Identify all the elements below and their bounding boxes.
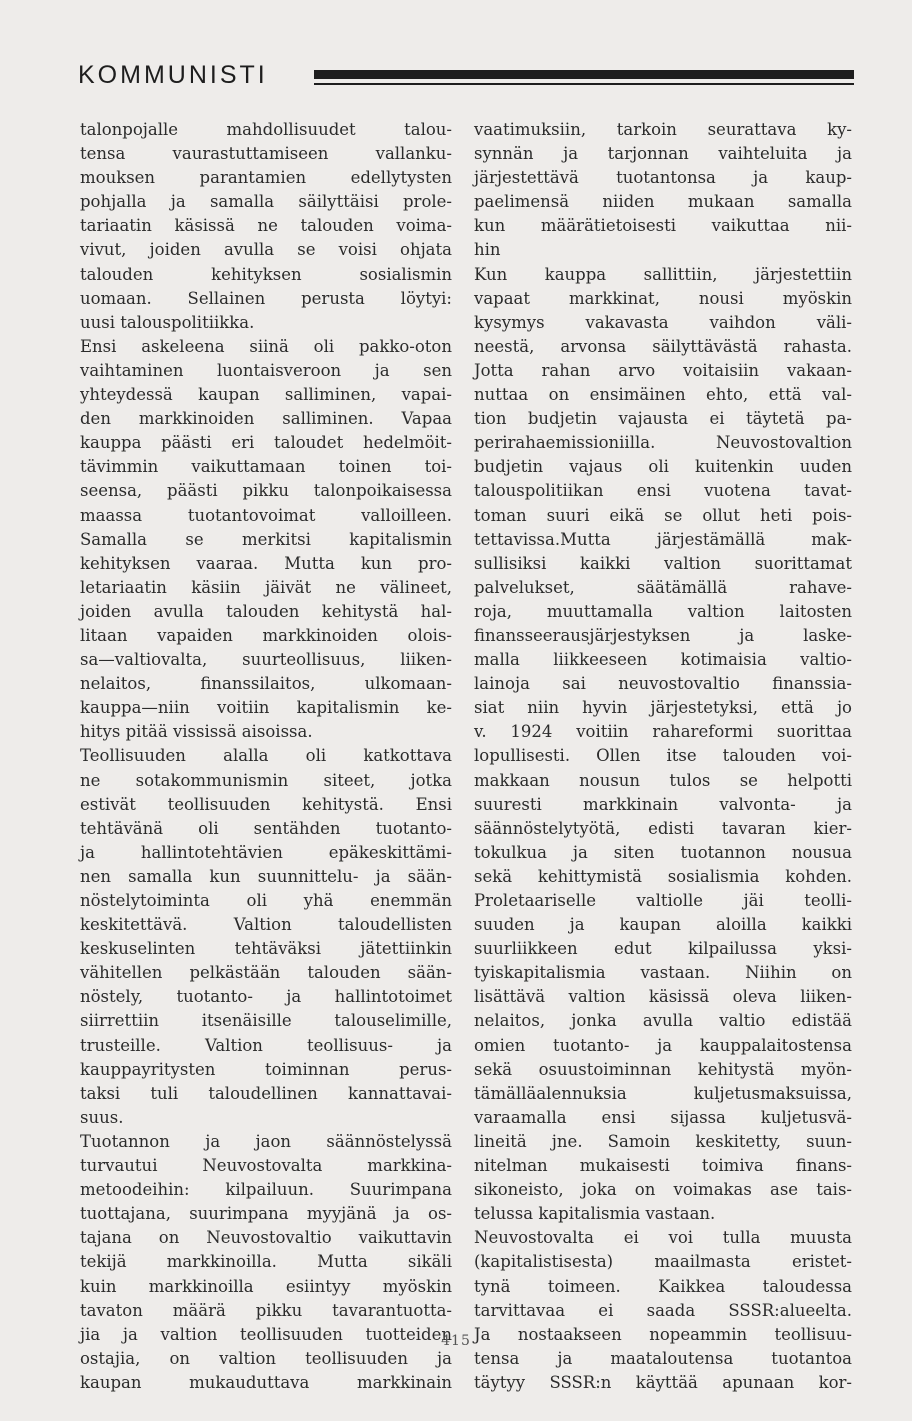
text-line: tavaton määrä pikku tavarantuotta- bbox=[80, 1300, 452, 1320]
text-line: toman suuri eikä se ollut heti pois- bbox=[474, 505, 852, 525]
text-line: telussa kapitalismia vastaan. bbox=[474, 1204, 716, 1224]
text-line: lainoja sai neuvostovaltio finanssia- bbox=[474, 674, 852, 694]
text-line: Proletaariselle valtiolle jäi teolli- bbox=[474, 891, 852, 910]
text-line: turvautui Neuvostovalta markkina- bbox=[80, 1156, 452, 1176]
text-line: sekä osuustoiminnan kehitystä myön- bbox=[474, 1059, 852, 1079]
text-line: litaan vapaiden markkinoiden olois- bbox=[80, 625, 452, 645]
text-line: maassa tuotantovoimat valloilleen. bbox=[80, 505, 452, 525]
text-line: Tuotannon ja jaon säännöstelyssä bbox=[80, 1131, 452, 1151]
text-line: kysymys vakavasta vaihdon väli- bbox=[474, 312, 852, 332]
text-line: ne sotakommunismin siteet, jotka bbox=[80, 770, 452, 790]
text-line: tensa ja maataloutensa tuotantoa bbox=[474, 1348, 852, 1368]
text-line: tävimmin vaikuttamaan toinen toi- bbox=[80, 457, 452, 477]
text-line: nuttaa on ensimäinen ehto, että val- bbox=[474, 385, 852, 405]
page-number: 415 bbox=[441, 1333, 471, 1349]
text-line: Teollisuuden alalla oli katkottava bbox=[80, 746, 452, 766]
text-line: perirahaemissioniilla. Neuvostovaltion bbox=[474, 433, 852, 453]
text-line: vähitellen pelkästään talouden sään- bbox=[80, 963, 452, 983]
text-line: tion budjetin vajausta ei täytetä pa- bbox=[474, 409, 852, 429]
text-line: letariaatin käsiin jäivät ne välineet, bbox=[80, 577, 452, 597]
text-line: trusteille. Valtion teollisuus- ja bbox=[80, 1035, 452, 1055]
text-line: makkaan nousun tulos se helpotti bbox=[474, 770, 852, 790]
text-line: estivät teollisuuden kehitystä. Ensi bbox=[80, 794, 452, 814]
text-line: täytyy SSSR:n käyttää apunaan kor- bbox=[474, 1372, 852, 1392]
text-line: jia ja valtion teollisuuden tuotteiden bbox=[80, 1324, 452, 1344]
text-line: suurliikkeen edut kilpailussa yksi- bbox=[474, 939, 852, 959]
text-line: Neuvostovalta ei voi tulla muusta bbox=[474, 1228, 852, 1248]
text-line: kaupan mukauduttava markkinain bbox=[80, 1372, 452, 1392]
text-line: ja hallintotehtävien epäkeskittämi- bbox=[80, 842, 452, 862]
text-line: uomaan. Sellainen perusta löytyi: bbox=[80, 288, 452, 308]
text-line: lineitä jne. Samoin keskitetty, suun- bbox=[474, 1131, 852, 1151]
text-line: tariaatin käsissä ne talouden voima- bbox=[80, 216, 452, 236]
journal-title: KOMMUNISTI bbox=[78, 61, 268, 89]
text-line: yhteydessä kaupan salliminen, vapai- bbox=[80, 385, 452, 405]
text-line: hitys pitää vississä aisoissa. bbox=[80, 722, 313, 742]
text-line: nöstelytoiminta oli yhä enemmän bbox=[80, 891, 452, 910]
text-line: seensa, päästi pikku talonpoikaisessa bbox=[80, 481, 452, 501]
header-rule-thin bbox=[314, 83, 854, 85]
text-line: vapaat markkinat, nousi myöskin bbox=[474, 288, 852, 308]
text-line: siat niin hyvin järjestetyksi, että jo bbox=[474, 698, 852, 718]
text-line: Jotta rahan arvo voitaisiin vakaan- bbox=[474, 360, 852, 380]
text-line: tehtävänä oli sentähden tuotanto- bbox=[80, 818, 452, 838]
text-line: mouksen parantamien edellytysten bbox=[80, 168, 452, 188]
text-line: tyiskapitalismia vastaan. Niihin on bbox=[474, 963, 852, 983]
text-line: tarvittavaa ei saada SSSR:alueelta. bbox=[474, 1300, 852, 1320]
text-line: nelaitos, finanssilaitos, ulkomaan- bbox=[80, 674, 452, 694]
text-line: tuottajana, suurimpana myyjänä ja os- bbox=[80, 1204, 452, 1224]
text-line: den markkinoiden salliminen. Vapaa bbox=[80, 409, 452, 429]
text-line: tokulkua ja siten tuotannon nousua bbox=[474, 842, 852, 862]
text-line: tynä toimeen. Kaikkea taloudessa bbox=[474, 1276, 852, 1296]
text-line: palvelukset, säätämällä rahave- bbox=[474, 577, 852, 597]
text-line: (kapitalistisesta) maailmasta eristet- bbox=[474, 1252, 852, 1272]
text-line: tajana on Neuvostovaltio vaikuttavin bbox=[80, 1228, 452, 1248]
text-line: taksi tuli taloudellinen kannattavai- bbox=[80, 1083, 452, 1103]
text-column-left bbox=[80, 118, 452, 1395]
text-line: nen samalla kun suunnittelu- ja sään- bbox=[80, 866, 452, 886]
text-line: nitelman mukaisesti toimiva finans- bbox=[474, 1156, 852, 1176]
text-line: Kun kauppa sallittiin, järjestettiin bbox=[474, 264, 852, 284]
text-line: säännöstelytyötä, edisti tavaran kier- bbox=[474, 818, 852, 838]
text-line: kun määrätietoisesti vaikuttaa nii- bbox=[474, 216, 852, 236]
text-line: keskitettävä. Valtion taloudellisten bbox=[80, 915, 452, 935]
text-line: suus. bbox=[80, 1107, 124, 1127]
text-line: roja, muuttamalla valtion laitosten bbox=[474, 601, 852, 621]
text-column-right bbox=[474, 118, 852, 1395]
text-line: uusi talouspolitiikka. bbox=[80, 312, 255, 332]
text-line: kuin markkinoilla esiintyy myöskin bbox=[80, 1276, 452, 1296]
text-line: kauppa—niin voitiin kapitalismin ke- bbox=[80, 698, 452, 718]
text-line: vivut, joiden avulla se voisi ohjata bbox=[80, 240, 452, 260]
text-line: talonpojalle mahdollisuudet talou- bbox=[80, 120, 452, 139]
text-line: v. 1924 voitiin rahareformi suorittaa bbox=[474, 722, 852, 742]
text-line: Samalla se merkitsi kapitalismin bbox=[80, 529, 452, 549]
text-line: lopullisesti. Ollen itse talouden voi- bbox=[474, 746, 852, 766]
text-line: synnän ja tarjonnan vaihteluita ja bbox=[474, 144, 852, 164]
text-line: suuden ja kaupan aloilla kaikki bbox=[474, 915, 852, 935]
header-rule bbox=[314, 70, 854, 79]
text-line: kauppa päästi eri taloudet hedelmöit- bbox=[80, 433, 452, 453]
text-line: talouspolitiikan ensi vuotena tavat- bbox=[474, 481, 852, 501]
text-line: vaihtaminen luontaisveroon ja sen bbox=[80, 360, 452, 380]
text-line: järjestettävä tuotantonsa ja kaup- bbox=[474, 168, 852, 188]
text-line: Ja nostaakseen nopeammin teollisuu- bbox=[474, 1324, 852, 1344]
text-line: neestä, arvonsa säilyttävästä rahasta. bbox=[474, 336, 852, 356]
text-line: metoodeihin: kilpailuun. Suurimpana bbox=[80, 1180, 452, 1200]
text-line: lisättävä valtion käsissä oleva liiken- bbox=[474, 987, 852, 1007]
text-line: nelaitos, jonka avulla valtio edistää bbox=[474, 1011, 852, 1031]
text-line: keskuselinten tehtäväksi jätettiinkin bbox=[80, 939, 452, 959]
text-line: sullisiksi kaikki valtion suorittamat bbox=[474, 553, 852, 573]
text-line: varaamalla ensi sijassa kuljetusvä- bbox=[474, 1107, 852, 1127]
text-line: tettavissa.Mutta järjestämällä mak- bbox=[474, 529, 852, 549]
text-line: talouden kehityksen sosialismin bbox=[80, 264, 452, 284]
text-line: vaatimuksiin, tarkoin seurattava ky- bbox=[474, 120, 852, 139]
text-line: joiden avulla talouden kehitystä hal- bbox=[80, 601, 452, 621]
text-line: tensa vaurastuttamiseen vallanku- bbox=[80, 144, 452, 164]
text-line: sikoneisto, joka on voimakas ase tais- bbox=[474, 1180, 852, 1200]
text-line: budjetin vajaus oli kuitenkin uuden bbox=[474, 457, 852, 477]
text-line: sa—valtiovalta, suurteollisuus, liiken- bbox=[80, 650, 452, 670]
text-line: omien tuotanto- ja kauppalaitostensa bbox=[474, 1035, 852, 1055]
text-line: malla liikkeeseen kotimaisia valtio- bbox=[474, 650, 852, 670]
text-line: siirrettiin itsenäisille talouselimille, bbox=[80, 1011, 452, 1031]
text-line: finansseerausjärjestyksen ja laske- bbox=[474, 625, 852, 645]
text-line: pohjalla ja samalla säilyttäisi prole- bbox=[80, 192, 452, 212]
text-line: hin bbox=[474, 240, 501, 260]
text-line: kehityksen vaaraa. Mutta kun pro- bbox=[80, 553, 452, 573]
text-line: suuresti markkinain valvonta- ja bbox=[474, 794, 852, 814]
text-line: kauppayritysten toiminnan perus- bbox=[80, 1059, 452, 1079]
text-line: tämälläalennuksia kuljetusmaksuissa, bbox=[474, 1083, 852, 1103]
text-line: tekijä markkinoilla. Mutta sikäli bbox=[80, 1252, 452, 1272]
text-line: paelimensä niiden mukaan samalla bbox=[474, 192, 852, 212]
running-header bbox=[78, 58, 854, 98]
text-line: sekä kehittymistä sosialismia kohden. bbox=[474, 866, 852, 886]
text-line: ostajia, on valtion teollisuuden ja bbox=[80, 1348, 452, 1368]
text-line: nöstely, tuotanto- ja hallintotoimet bbox=[80, 987, 452, 1007]
text-line: Ensi askeleena siinä oli pakko-oton bbox=[80, 336, 452, 356]
